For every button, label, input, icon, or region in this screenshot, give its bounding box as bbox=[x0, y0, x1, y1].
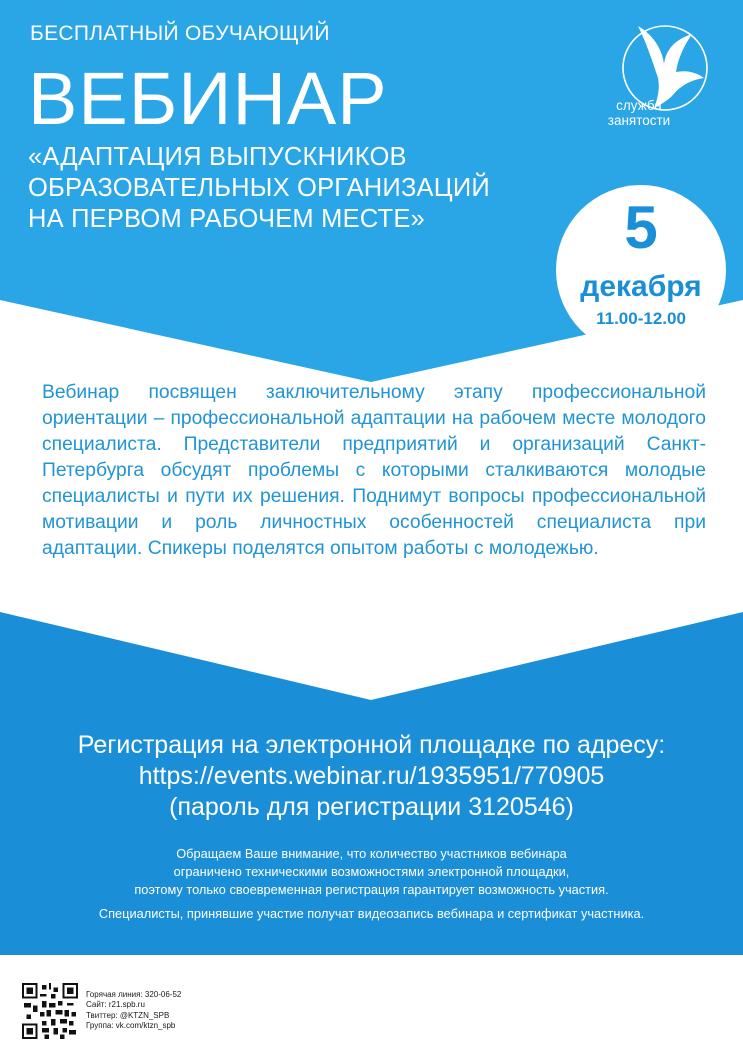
notice-line: поэтому только своевременная регистрация гарантирует возможность участия. bbox=[134, 882, 609, 897]
kicker-text: БЕСПЛАТНЫЙ ОБУЧАЮЩИЙ bbox=[30, 22, 330, 45]
date-day: 5 bbox=[624, 194, 658, 261]
description-paragraph: Вебинар посвящен заключительному этапу профессиональной ориентации – профессиональной адаптации на рабочем месте молодого специалиста. Представители предприятий и организаций Санкт-Петербурга обсудят проблемы с которыми сталкиваются молодые специалисты и пути их решения. Поднимут вопросы профессиональной мотивации и роль личностных особенностей специалиста при адаптации. Спикеры поделятся опытом работы с молодежью. bbox=[42, 382, 706, 559]
logo-line: служба bbox=[616, 98, 662, 113]
contacts bbox=[86, 990, 181, 1031]
registration-block bbox=[0, 730, 743, 823]
qr-code[interactable] bbox=[22, 983, 78, 1039]
subtitle-line: «АДАПТАЦИЯ ВЫПУСКНИКОВ bbox=[28, 143, 407, 171]
subtitle-line: НА ПЕРВОМ РАБОЧЕМ МЕСТЕ» bbox=[28, 205, 425, 233]
date-month: декабря bbox=[580, 270, 702, 303]
subtitle bbox=[28, 142, 490, 235]
contact-site[interactable]: Сайт: r21.spb.ru bbox=[86, 1000, 145, 1010]
contact-twitter[interactable]: Твиттер: @KTZN_SPB bbox=[86, 1010, 170, 1020]
contact-hotline: Горячая линия: 320-06-52 bbox=[86, 990, 182, 999]
notice bbox=[0, 845, 743, 899]
logo-line: занятости bbox=[607, 113, 671, 128]
logo-text bbox=[596, 98, 682, 128]
registration-password: (пароль для регистрации 3120546) bbox=[169, 793, 574, 821]
certificate-notice: Специалисты, принявшие участие получат видеозапись вебинара и сертификат участника. bbox=[98, 906, 645, 921]
registration-heading: Регистрация на электронной площадке по адресу: bbox=[77, 731, 666, 759]
notice-line: ограничено техническими возможностями электронной площадки, bbox=[173, 864, 570, 879]
notice-line: Обращаем Ваше внимание, что количество участников вебинара bbox=[176, 846, 567, 861]
date-time: 11.00-12.00 bbox=[596, 309, 686, 328]
contact-group[interactable]: Группа: vk.com/ktzn_spb bbox=[86, 1020, 176, 1030]
subtitle-line: ОБРАЗОВАТЕЛЬНЫХ ОРГАНИЗАЦИЙ bbox=[28, 174, 490, 202]
page-title: ВЕБИНАР bbox=[28, 57, 388, 140]
registration-link[interactable]: https://events.webinar.ru/1935951/770905 bbox=[138, 762, 605, 790]
